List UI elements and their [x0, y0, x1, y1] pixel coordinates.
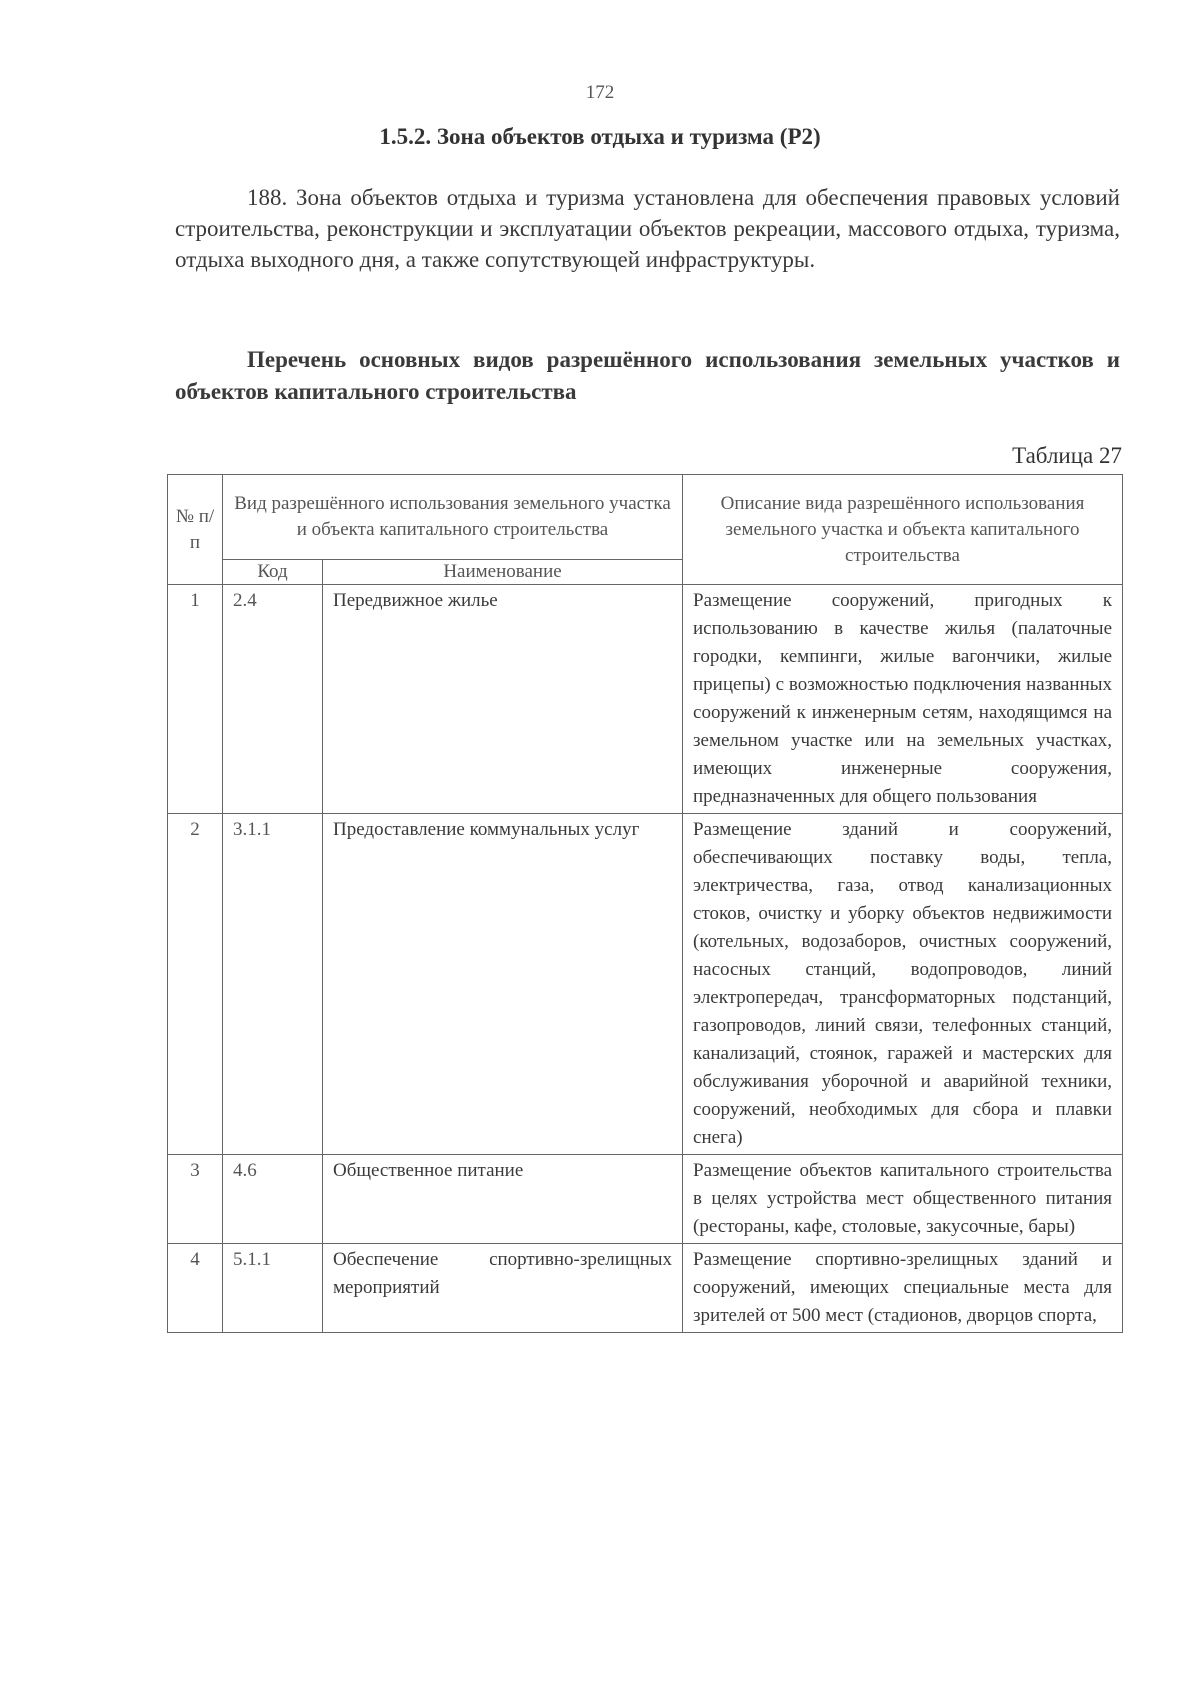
header-group: Вид разрешённого использования земельного участка и объекта капитального строительства: [223, 475, 683, 560]
header-num: № п/п: [168, 475, 223, 585]
header-description: Описание вида разрешённого использования земельного участка и объекта капитального строительства: [683, 475, 1123, 585]
row-description: Размещение спортивно-зрелищных зданий и сооружений, имеющих специальные места для зрителей от 500 мест (стадионов, дворцов спорта,: [683, 1244, 1123, 1333]
table-row: [168, 814, 1123, 1155]
table-row: [168, 585, 1123, 814]
header-code: Код: [223, 560, 323, 585]
table-row: [168, 1244, 1123, 1333]
row-num: 1: [168, 585, 223, 814]
section-title: 1.5.2. Зона объектов отдыха и туризма (Р2): [379, 124, 821, 149]
row-name: Передвижное жилье: [323, 585, 683, 814]
row-name: Предоставление коммунальных услуг: [323, 814, 683, 1155]
list-heading: Перечень основных видов разрешённого использования земельных участков и объектов капитального строительства: [175, 347, 1120, 404]
row-num: 2: [168, 814, 223, 1155]
row-name: Обеспечение спортивно-зрелищных мероприятий: [323, 1244, 683, 1333]
header-name: Наименование: [323, 560, 683, 585]
table-header-row: [168, 475, 1123, 560]
table-caption: Таблица 27: [1012, 443, 1122, 468]
row-code: 3.1.1: [223, 814, 323, 1155]
land-use-table: [167, 474, 1123, 1333]
row-code: 2.4: [223, 585, 323, 814]
row-description: Размещение зданий и сооружений, обеспечивающих поставку воды, тепла, электричества, газа, отвод канализационных стоков, очистку и уборку объектов недвижимости (котельных, водозаборов, очистных сооружений, насосных станций, водопроводов, линий электропередач, трансформаторных подстанций, газопроводов, линий связи, телефонных станций, канализаций, стоянок, гаражей и мастерских для обслуживания уборочной и аварийной техники, сооружений, необходимых для сбора и плавки снега): [683, 814, 1123, 1155]
row-num: 4: [168, 1244, 223, 1333]
page-number: 172: [585, 82, 615, 103]
row-code: 5.1.1: [223, 1244, 323, 1333]
row-code: 4.6: [223, 1155, 323, 1244]
row-description: Размещение сооружений, пригодных к использованию в качестве жилья (палаточные городки, кемпинги, жилые вагончики, жилые прицепы) с возможностью подключения названных сооружений к инженерным сетям, находящимся на земельном участке или на земельных участках, имеющих инженерные сооружения, предназначенных для общего пользования: [683, 585, 1123, 814]
row-description: Размещение объектов капитального строительства в целях устройства мест общественного питания (рестораны, кафе, столовые, закусочные, бары): [683, 1155, 1123, 1244]
row-num: 3: [168, 1155, 223, 1244]
table-row: [168, 1155, 1123, 1244]
intro-paragraph: 188. Зона объектов отдыха и туризма установлена для обеспечения правовых условий строительства, реконструкции и эксплуатации объектов рекреации, массового отдыха, туризма, отдыха выходного дня, а также сопутствующей инфраструктуры.: [175, 185, 1120, 272]
row-name: Общественное питание: [323, 1155, 683, 1244]
